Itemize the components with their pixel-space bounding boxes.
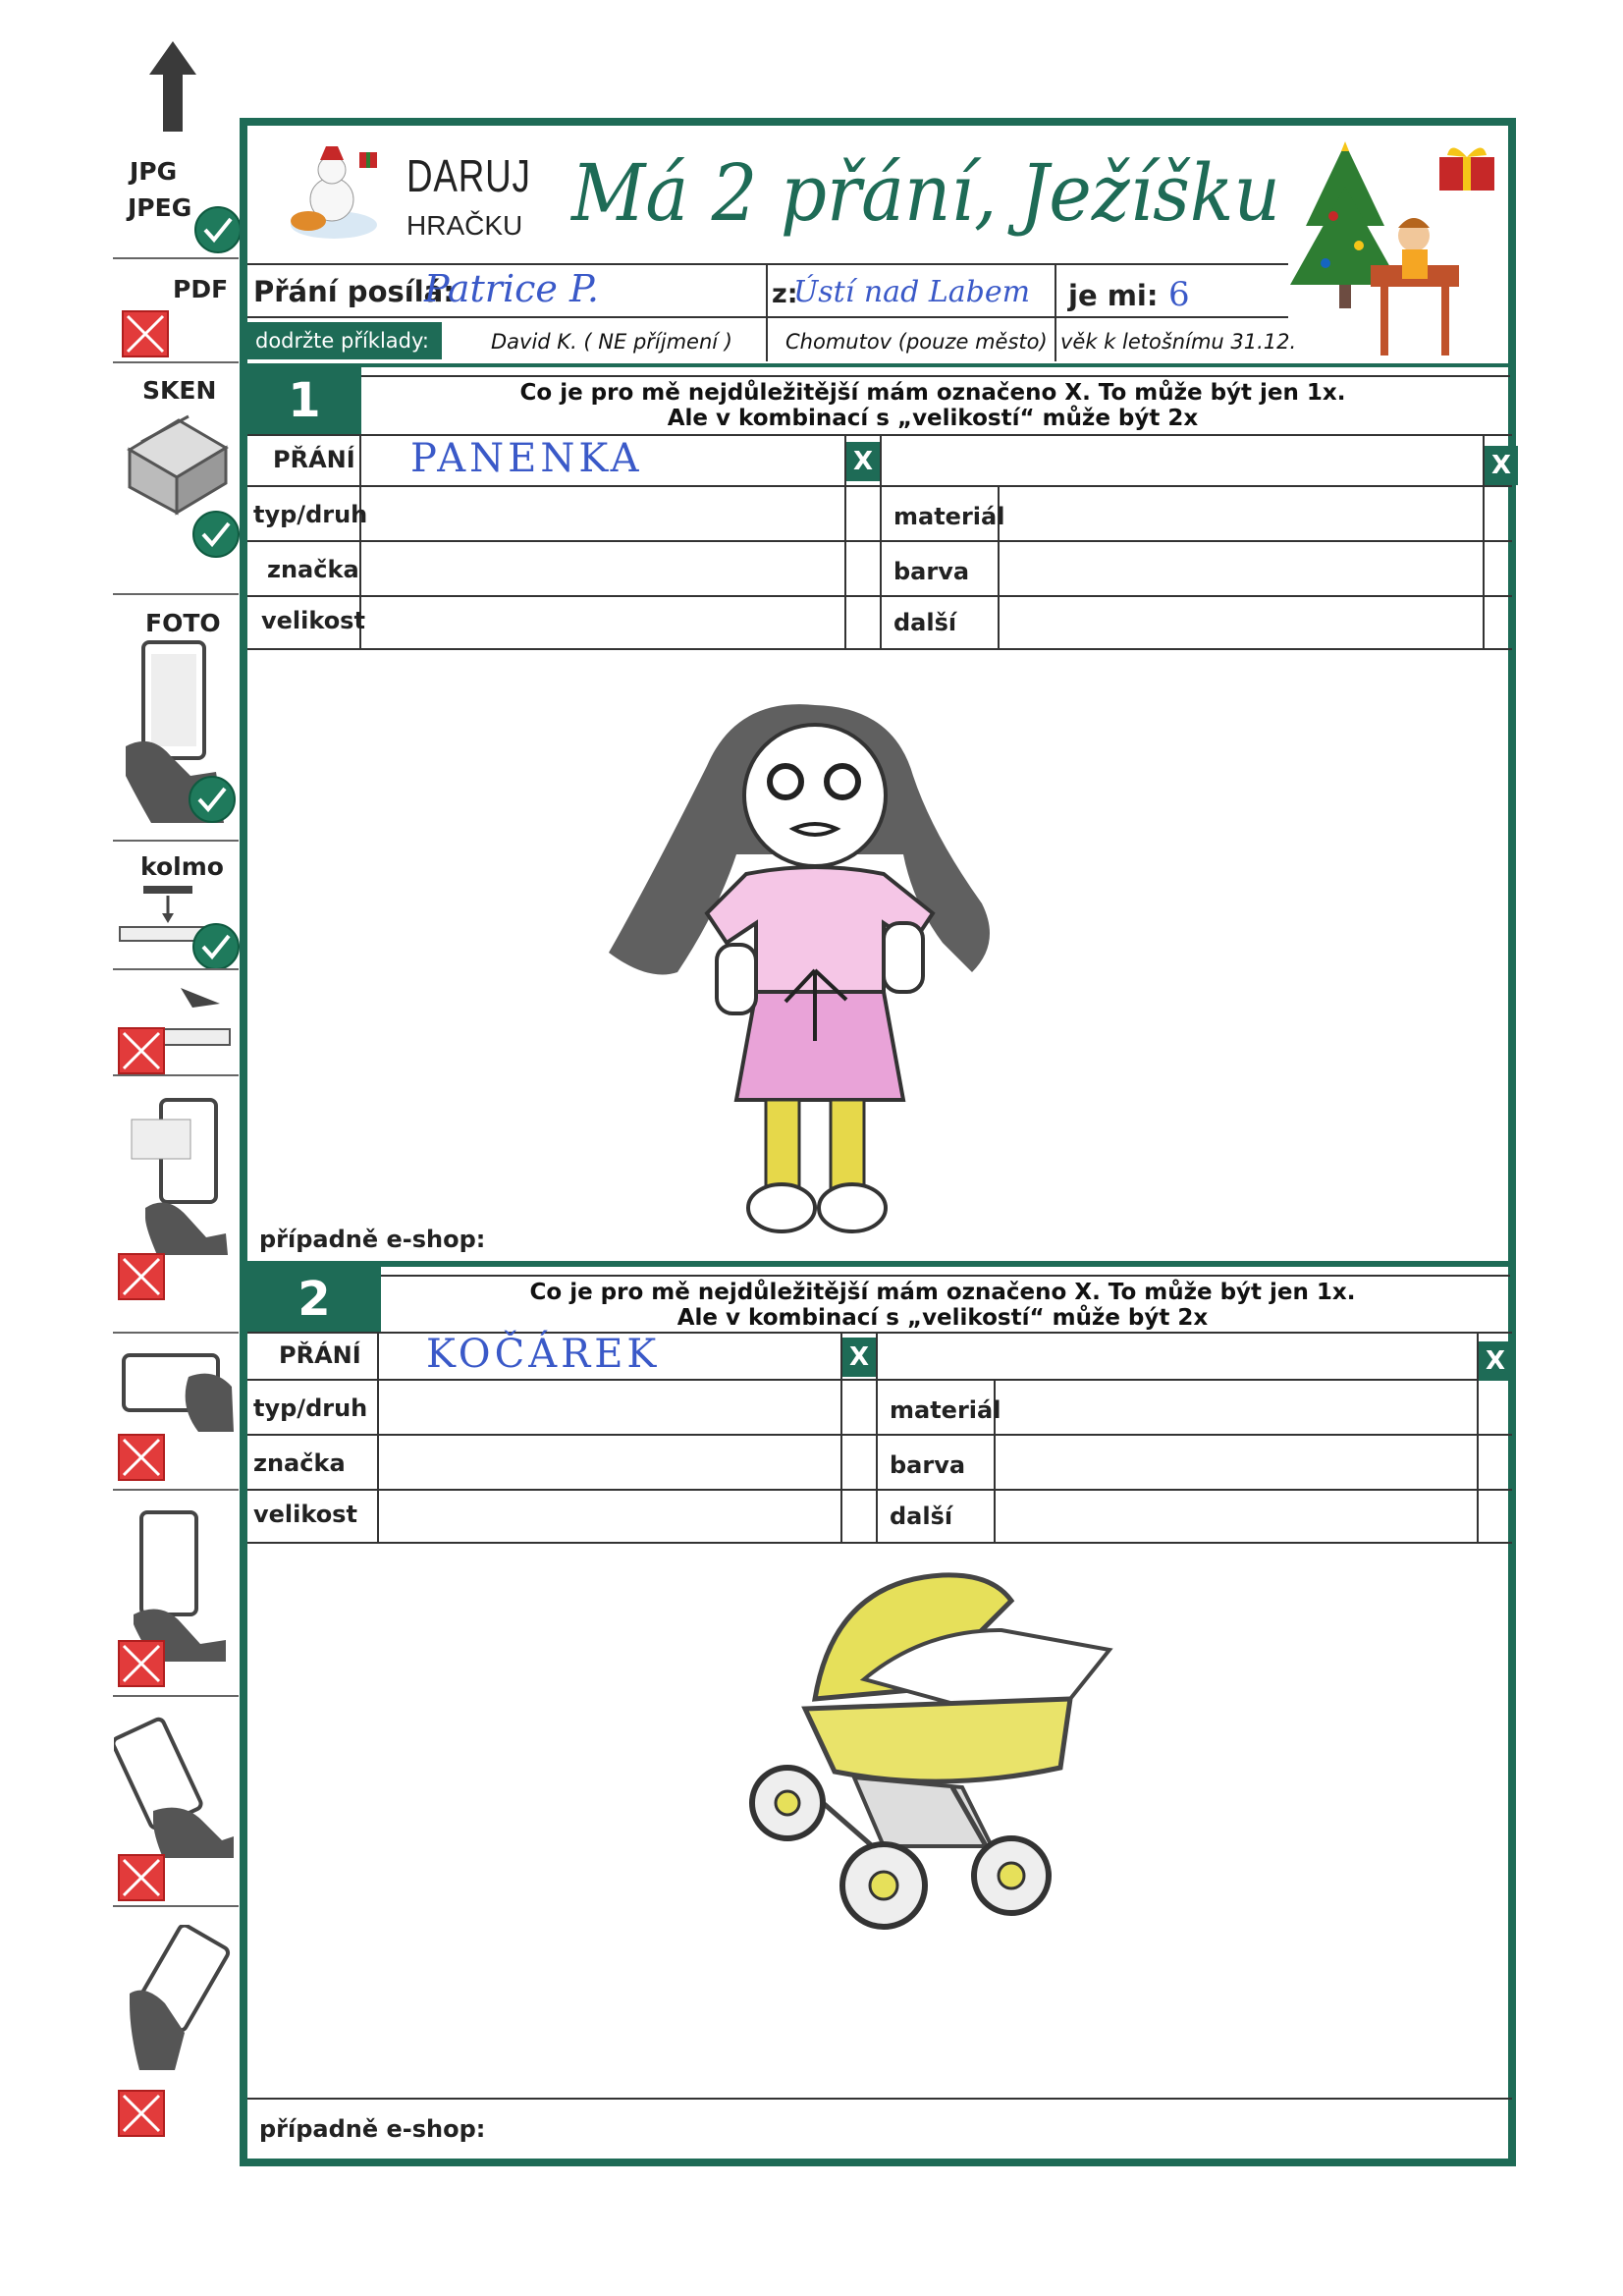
example-name: David K. ( NE příjmení ): [491, 330, 732, 354]
divider: [247, 1261, 1512, 1267]
cross-icon: [118, 2090, 165, 2137]
divider: [381, 1275, 1510, 1277]
brand-label: značka: [267, 556, 359, 583]
brand-bottom: HRAČKU: [406, 210, 523, 241]
check-icon: [189, 776, 236, 823]
check-icon: [194, 206, 242, 253]
divider: [876, 1332, 878, 1542]
cross-icon: [118, 1434, 165, 1481]
divider: [247, 263, 1288, 265]
doll-drawing: [589, 687, 1041, 1267]
x-mark: X: [1479, 1341, 1512, 1381]
divider: [247, 648, 1512, 650]
divider: [247, 1489, 1512, 1491]
cross-icon: [118, 1253, 165, 1300]
other-label: další: [890, 1503, 953, 1530]
divider: [247, 1379, 1512, 1381]
age-label: je mi:: [1068, 279, 1159, 312]
material-label: materiál: [893, 503, 1005, 530]
size-label: velikost: [253, 1501, 357, 1528]
divider: [377, 1332, 379, 1542]
brand-top: DARUJ: [406, 150, 531, 201]
color-label: barva: [893, 558, 970, 585]
divider: [113, 1332, 239, 1334]
from-label: z:: [772, 279, 798, 309]
scan-label: SKEN: [142, 376, 217, 405]
photo-label: FOTO: [145, 609, 221, 637]
example-city: Chomutov (pouze město): [785, 330, 1048, 354]
divider: [113, 840, 239, 842]
divider: [361, 375, 1510, 377]
snowman-logo-icon: [285, 142, 393, 241]
other-label: další: [893, 609, 957, 636]
phone-tilted-icon: [116, 1925, 234, 2072]
divider: [113, 1905, 239, 1907]
age-value: 6: [1168, 275, 1190, 314]
scanner-icon: [120, 410, 230, 519]
check-icon: [192, 923, 240, 970]
phone-landscape-icon: [120, 1347, 238, 1436]
example-age: věk k letošnímu 31.12.: [1060, 330, 1297, 354]
wish-instruction-line1: Co je pro mě nejdůležitější mám označeno X. To může být jen 1x.: [529, 1280, 1356, 1305]
perpendicular-label: kolmo: [140, 852, 224, 881]
wish-instruction-line1: Co je pro mě nejdůležitější mám označeno X. To může být jen 1x.: [519, 380, 1346, 406]
sender-label: Přání posílá:: [253, 275, 455, 308]
format-jpeg: JPEG: [128, 193, 192, 222]
phone-photo-icon: [128, 1090, 230, 1257]
page-title: Má 2 přání, Ježíšku: [571, 147, 1280, 239]
cross-icon: [118, 1640, 165, 1687]
stroller-drawing: [746, 1561, 1139, 1974]
divider: [247, 1542, 1512, 1544]
x-mark: X: [846, 442, 880, 481]
size-label: velikost: [261, 607, 365, 634]
brand-label: značka: [253, 1449, 346, 1477]
divider: [113, 361, 239, 363]
format-pdf: PDF: [173, 275, 229, 303]
cross-icon: [118, 1854, 165, 1901]
gift-icon: [1434, 137, 1502, 196]
divider: [247, 1434, 1512, 1436]
divider: [113, 968, 239, 970]
type-label: typ/druh: [253, 1394, 368, 1422]
x-mark: X: [1485, 446, 1518, 485]
divider: [1055, 263, 1056, 361]
divider: [880, 434, 882, 648]
wish-number: 1: [247, 367, 361, 434]
format-jpg: JPG: [130, 157, 178, 186]
examples-label: dodržte příklady:: [247, 322, 442, 359]
wish-number: 2: [247, 1267, 381, 1332]
check-icon: [192, 511, 240, 558]
color-label: barva: [890, 1451, 966, 1479]
cross-icon: [122, 310, 169, 357]
divider: [247, 2098, 1512, 2100]
eshop-label: případně e-shop:: [259, 1226, 486, 1253]
wish-instruction-line2: Ale v kombinací s „velikostí“ může být 2x: [667, 406, 1199, 431]
divider: [113, 257, 239, 259]
wish-value: KOČÁREK: [426, 1332, 661, 1377]
wish-instruction-line2: Ale v kombinací s „velikostí“ může být 2x: [676, 1305, 1209, 1331]
divider: [113, 593, 239, 595]
divider: [766, 263, 768, 361]
cross-icon: [118, 1027, 165, 1074]
phone-tilted-icon: [114, 1713, 236, 1860]
divider: [113, 1489, 239, 1491]
sender-value: Patrice P.: [424, 267, 599, 310]
eshop-label: případně e-shop:: [259, 2115, 486, 2143]
divider: [247, 316, 1288, 318]
material-label: materiál: [890, 1396, 1001, 1424]
up-arrow-icon: [147, 39, 198, 134]
divider: [113, 1695, 239, 1697]
wish-value: PANENKA: [410, 436, 643, 481]
wish-label: PŘÁNÍ: [273, 446, 355, 473]
x-mark: X: [842, 1338, 876, 1377]
wish-label: PŘÁNÍ: [279, 1341, 361, 1369]
type-label: typ/druh: [253, 501, 368, 528]
from-value: Ústí nad Labem: [793, 275, 1031, 309]
divider: [247, 363, 1512, 367]
divider: [113, 1074, 239, 1076]
